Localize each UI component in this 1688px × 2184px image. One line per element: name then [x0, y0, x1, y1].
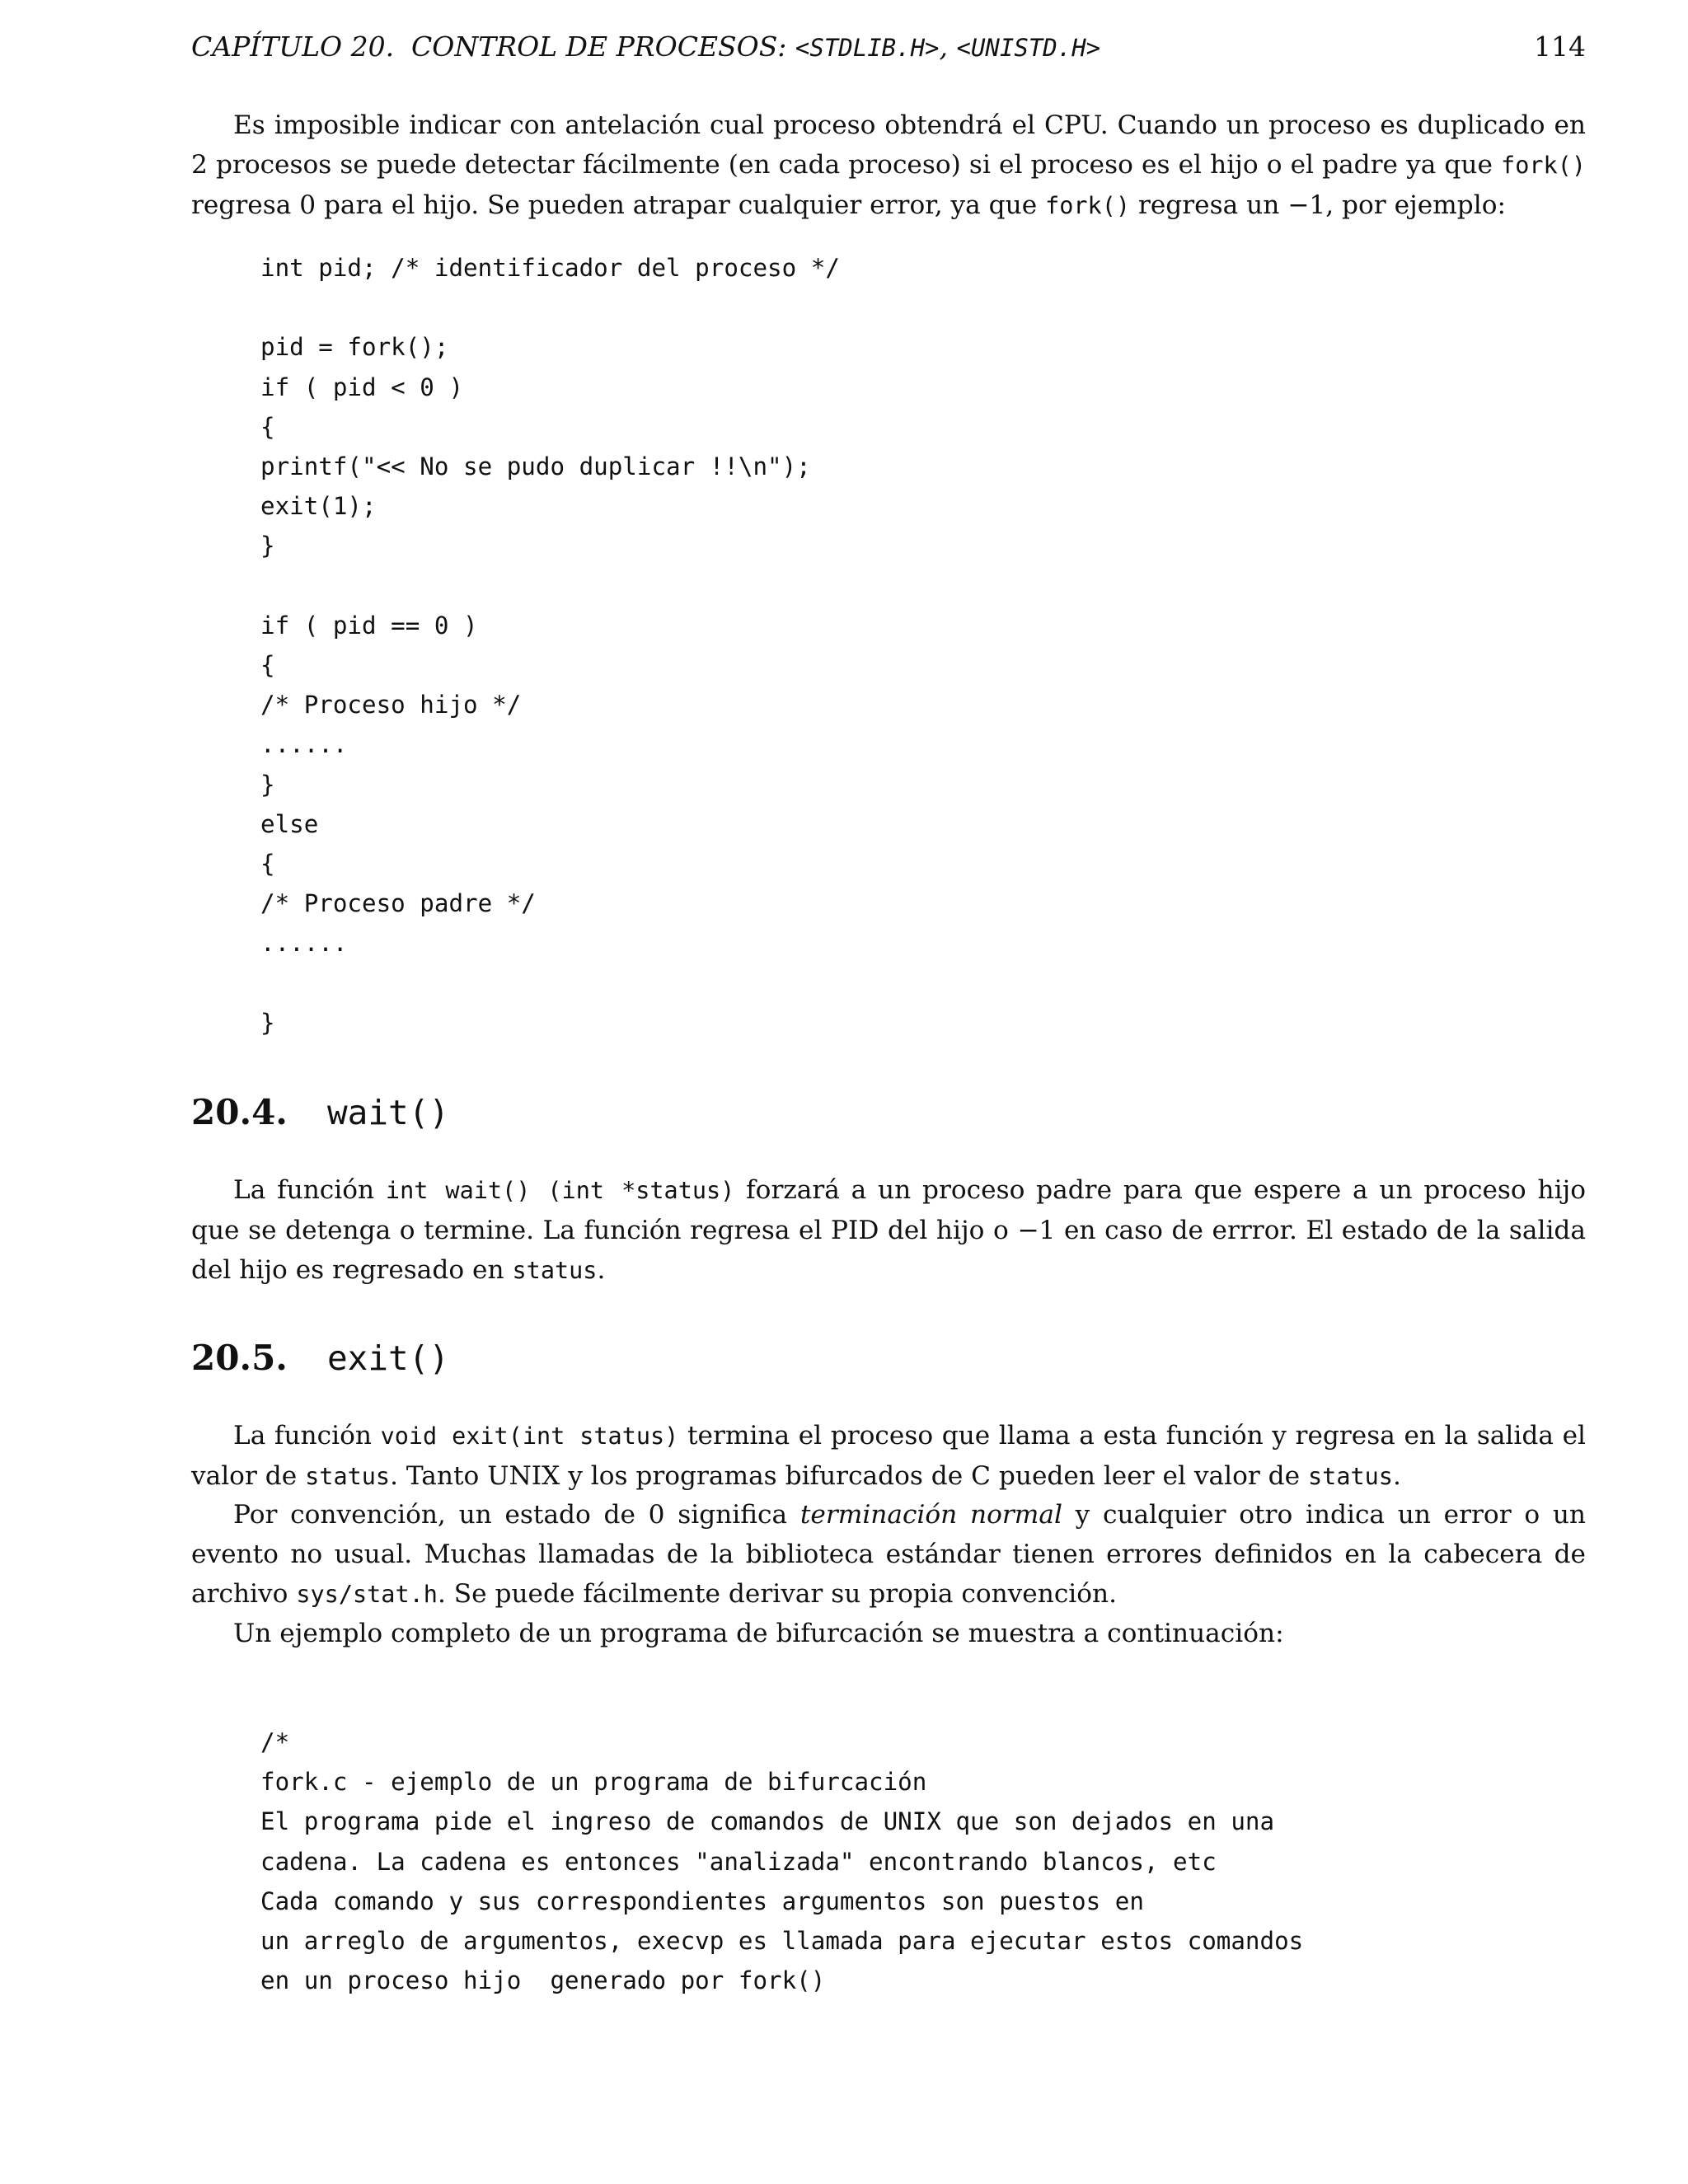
exit-paragraph-1: [191, 1416, 1586, 1497]
wait-text-3: .: [597, 1255, 606, 1286]
exit-convention-text-3: . Se puede fácilmente derivar su propia convención.: [437, 1579, 1118, 1610]
wait-text-2: forzará a un proceso padre para que espere a un proceso hijo que se detenga o termine. La función regresa el PID del hijo o −1 en caso de errror. El estado de la salida del hijo es regresado en: [191, 1175, 1587, 1286]
chapter-separator: ,: [939, 30, 957, 63]
exit-text-4: .: [1392, 1461, 1401, 1492]
wait-text-1: La función: [233, 1175, 386, 1205]
exit-convention-text-1: Por convención, un estado de 0 significa: [233, 1500, 800, 1530]
exit-code-status-2: status: [1308, 1463, 1393, 1491]
exit-code-signature: void exit(int status): [380, 1422, 679, 1450]
code-block-fork-example: int pid; /* identificador del proceso */ pid = fork(); if ( pid < 0 ) { printf("<< No se pudo duplicar !!\n"); exit(1); } if ( pid == 0 ) { /* Proceso hijo */ ...... } else { /* Proceso padre */ ...... }: [260, 254, 840, 1037]
section-heading-exit: [191, 1335, 449, 1381]
chapter-title: [191, 28, 1100, 67]
exit-paragraph-3: Un ejemplo completo de un programa de bifurcación se muestra a continuación:: [233, 1619, 1284, 1648]
exit-code-header-file: sys/stat.h: [296, 1581, 438, 1609]
running-header: [191, 28, 1586, 66]
section-number: 20.5.: [191, 1338, 288, 1378]
exit-convention-text-2: y cualquier otro indica un error o un evento no usual. Muchas llamadas de la biblioteca estándar tienen errores definidos en la cabecera de archivo: [191, 1500, 1587, 1610]
chapter-code-unistd: <UNISTD.H>: [956, 34, 1101, 62]
exit-emphasis: terminación normal: [799, 1500, 1062, 1530]
intro-text-1: Es imposible indicar con antelación cual proceso obtendrá el CPU. Cuando un proceso es duplicado en 2 procesos se puede detectar fácilmente (en cada proceso) si el proceso es el hijo o el padre ya que: [191, 110, 1586, 180]
exit-code-status-1: status: [305, 1463, 391, 1491]
chapter-prefix: CAPÍTULO 20. CONTROL DE PROCESOS:: [191, 30, 795, 63]
exit-text-2: termina el proceso que llama a esta función y regresa en la salida el valor de: [191, 1421, 1587, 1492]
intro-text-3: regresa un −1, por ejemplo:: [1130, 190, 1506, 221]
section-name: wait(): [327, 1093, 450, 1132]
section-number: 20.4.: [191, 1092, 288, 1132]
code-block-fork-c-comment: /* fork.c - ejemplo de un programa de bifurcación El programa pide el ingreso de comandos de UNIX que son dejados en una cadena. La cadena es entonces "analizada" encontrando blancos, etc Cada comando y sus correspondientes argumentos son puestos en un arreglo de argumentos, execvp es llamada para ejecutar estos comandos en un proceso hijo generado por fork(): [260, 1728, 1304, 1995]
section-heading-wait: [191, 1090, 449, 1136]
page-number: 114: [1534, 30, 1586, 63]
wait-code-signature: int wait() (int *status): [385, 1177, 735, 1204]
exit-text-1: La función: [233, 1421, 381, 1451]
exit-paragraph-2: [191, 1495, 1586, 1615]
wait-code-status: status: [512, 1257, 598, 1285]
exit-text-3: . Tanto UNIX y los programas bifurcados de C pueden leer el valor de: [390, 1461, 1309, 1492]
intro-paragraph: [191, 105, 1586, 227]
intro-code-fork-2: fork(): [1045, 192, 1131, 220]
intro-text-2: regresa 0 para el hijo. Se pueden atrapar cualquier error, ya que: [191, 190, 1046, 221]
chapter-code-stdlib: <STDLIB.H>: [795, 34, 940, 62]
intro-code-fork-1: fork(): [1501, 152, 1586, 180]
section-name: exit(): [327, 1338, 450, 1378]
wait-paragraph: [191, 1170, 1586, 1291]
